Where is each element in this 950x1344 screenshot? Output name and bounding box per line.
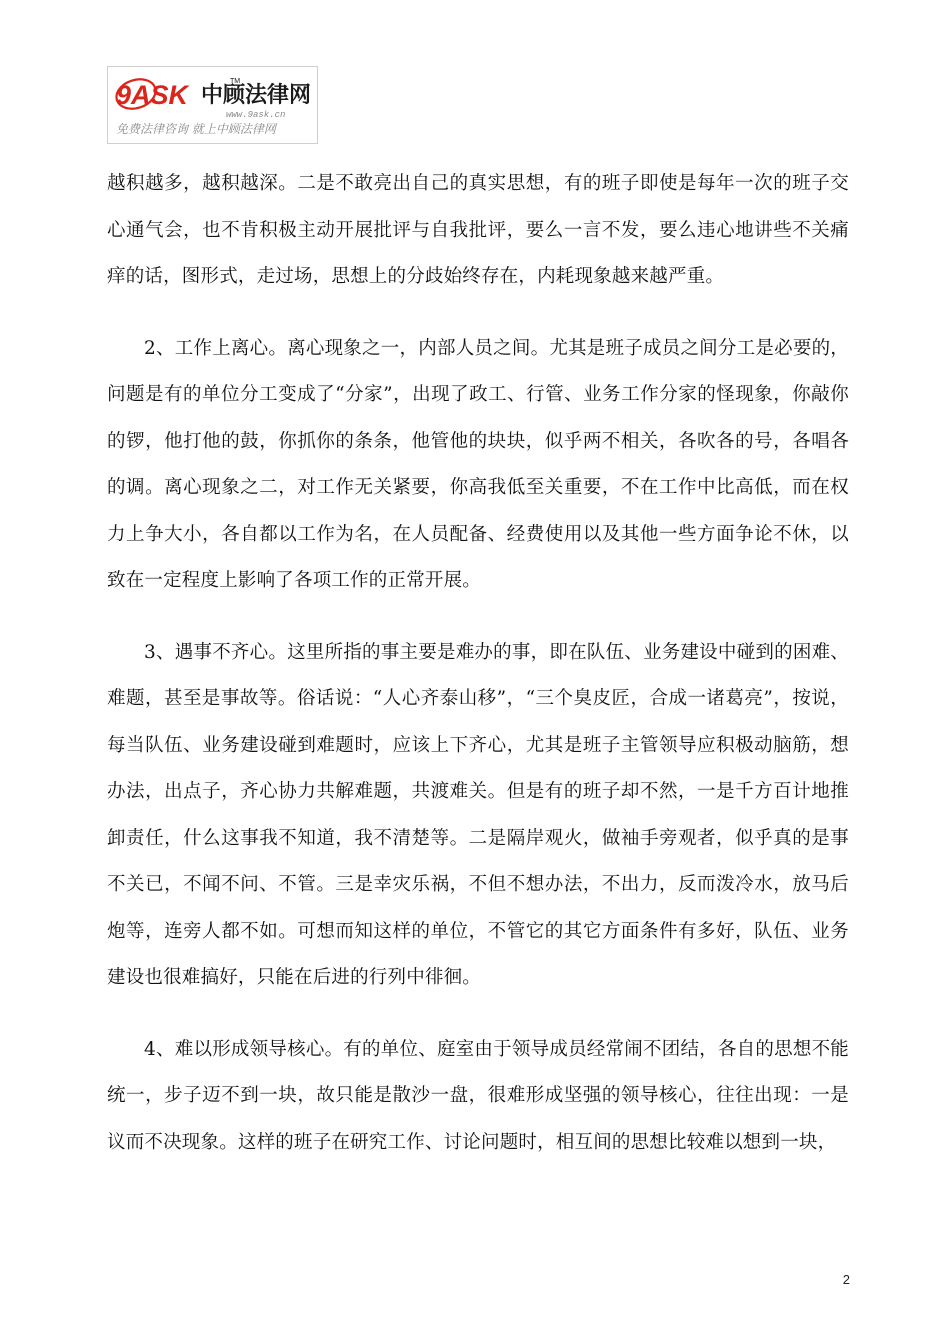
logo-brand: 9ASK bbox=[116, 80, 189, 110]
logo-trademark: TM bbox=[230, 78, 241, 85]
page-number: 2 bbox=[842, 1272, 850, 1287]
logo-name: 中顾法律网 bbox=[201, 83, 312, 108]
paragraph-section-4: 4、难以形成领导核心。有的单位、庭室由于领导成员经常闹不团结，各自的思想不能统一，步子迈不到一块，故只能是散沙一盘，很难形成坚强的领导核心，往往出现：一是议而不决现象。这样的班子在研究工作、讨论问题时，相互间的思想比较难以想到一块， bbox=[107, 1038, 849, 1153]
site-logo bbox=[107, 66, 318, 144]
logo-slogan: 免费法律咨询 就上中顾法律网 bbox=[116, 122, 276, 136]
logo-url: www.9ask.cn bbox=[226, 110, 286, 120]
paragraph-section-2: 2、工作上离心。离心现象之一，内部人员之间。尤其是班子成员之间分工是必要的，问题是有的单位分工变成了“分家”，出现了政工、行管、业务工作分家的怪现象，你敲你的锣，他打他的鼓，你抓你的条条，他管他的块块，似乎两不相关，各吹各的号，各唱各的调。离心现象之二，对工作无关紧要，你高我低至关重要，不在工作中比高低，而在权力上争大小，各自都以工作为名，在人员配备、经费使用以及其他一些方面争论不休，以致在一定程度上影响了各项工作的正常开展。 bbox=[107, 337, 849, 591]
document-body bbox=[107, 161, 849, 1166]
paragraph-continuation: 越积越多，越积越深。二是不敢亮出自己的真实思想，有的班子即使是每年一次的班子交心通气会，也不肯积极主动开展批评与自我批评，要么一言不发，要么违心地讲些不关痛痒的话，图形式，走过场，思想上的分歧始终存在，内耗现象越来越严重。 bbox=[107, 173, 849, 287]
paragraph-section-3: 3、遇事不齐心。这里所指的事主要是难办的事，即在队伍、业务建设中碰到的困难、难题，甚至是事故等。俗话说：“人心齐泰山移”，“三个臭皮匠，合成一诸葛亮”，按说，每当队伍、业务建设碰到难题时，应该上下齐心，尤其是班子主管领导应积极动脑筋，想办法，出点子，齐心协力共解难题，共渡难关。但是有的班子却不然，一是千方百计地推卸责任，什么这事我不知道，我不清楚等。二是隔岸观火，做袖手旁观者，似乎真的是事不关已，不闻不问、不管。三是幸灾乐祸，不但不想办法，不出力，反而泼冷水，放马后炮等，连旁人都不如。可想而知这样的单位，不管它的其它方面条件有多好，队伍、业务建设也很难搞好，只能在后进的行列中徘徊。 bbox=[107, 641, 849, 988]
